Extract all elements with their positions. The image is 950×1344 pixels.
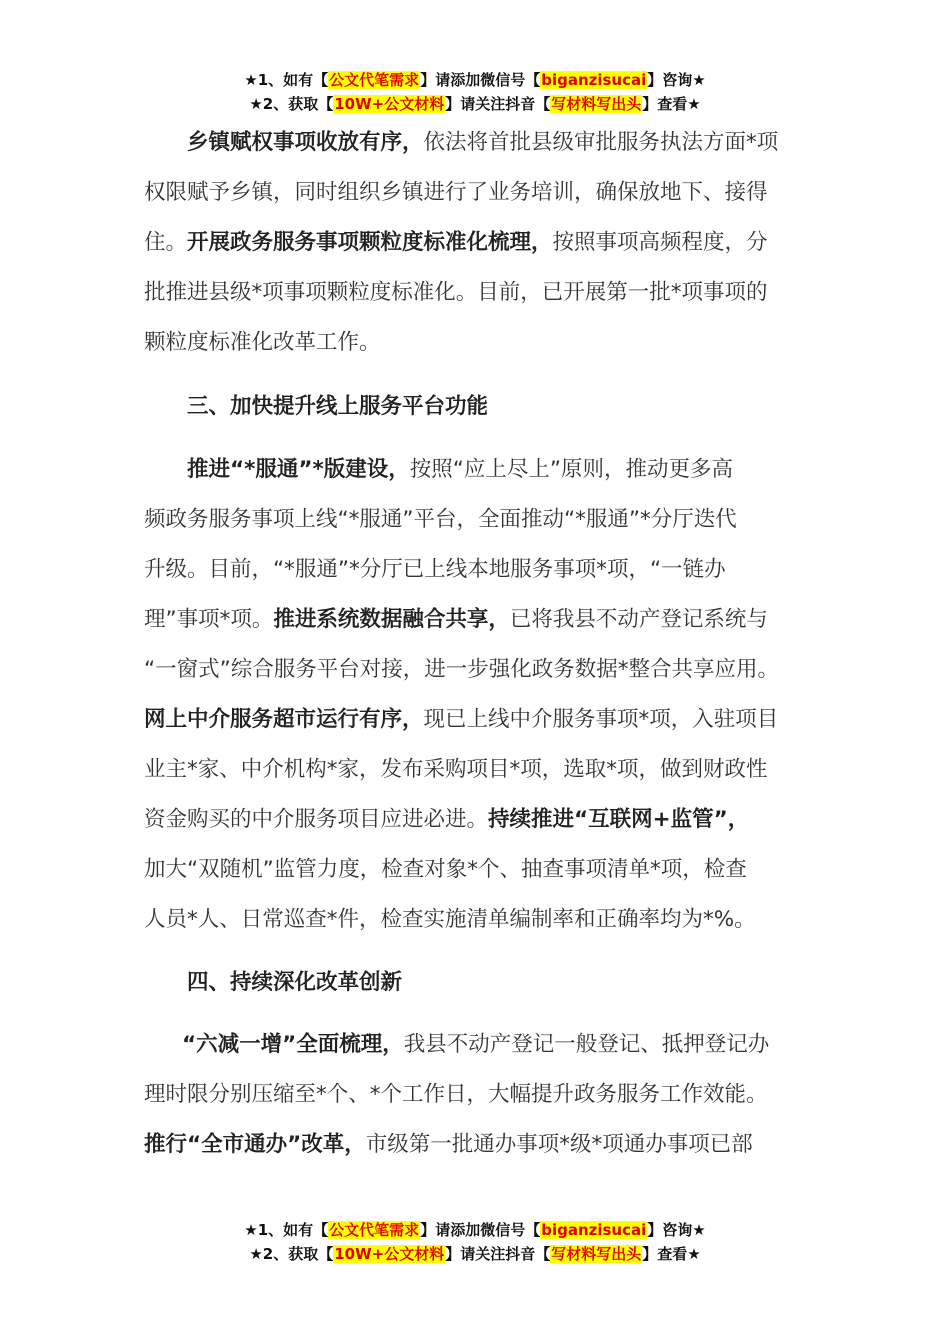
body-line: 颗粒度标准化改革工作。 — [144, 330, 381, 355]
body-line: “一窗式”综合服务平台对接，进一步强化政务数据*整合共享应用。 — [144, 657, 780, 682]
banner-line-1: ★1、如有【公文代笔需求】请添加微信号【biganzisucai】咨询★ — [244, 1221, 706, 1239]
body-line: 人员*人、日常巡查*件，检查实施清单编制率和正确率均为*%。 — [144, 907, 756, 932]
highlight-wechat-id: biganzisucai — [541, 71, 647, 89]
highlight-douyin: 写材料写出头 — [551, 1245, 642, 1263]
highlight-service: 公文代笔需求 — [329, 1221, 420, 1239]
highlight-douyin: 写材料写出头 — [551, 95, 642, 113]
body-line: 频政务服务事项上线“*服通”平台，全面推动“*服通”*分厅迭代 — [144, 507, 737, 532]
banner-line-1: ★1、如有【公文代笔需求】请添加微信号【biganzisucai】咨询★ — [244, 71, 706, 89]
highlight-materials: 10W+公文材料 — [334, 95, 445, 113]
header-banner — [0, 68, 950, 116]
body-line: 权限赋予乡镇，同时组织乡镇进行了业务培训，确保放地下、接得 — [144, 180, 768, 205]
banner-line-2: ★2、获取【10W+公文材料】请关注抖音【写材料写出头】查看★ — [249, 1245, 701, 1263]
body-line: 乡镇赋权事项收放有序，依法将首批县级审批服务执法方面*项 — [187, 130, 779, 155]
body-line: 升级。目前，“*服通”*分厅已上线本地服务事项*项，“一链办 — [144, 557, 726, 582]
body-line: 推进“*服通”*版建设，按照“应上尽上”原则，推动更多高 — [187, 457, 734, 482]
body-line: “六减一增”全面梳理，我县不动产登记一般登记、抵押登记办 — [182, 1032, 770, 1057]
body-line: 加大“双随机”监管力度，检查对象*个、抽查事项清单*项，检查 — [144, 857, 747, 882]
body-line: 网上中介服务超市运行有序，现已上线中介服务事项*项，入驻项目 — [144, 707, 779, 732]
highlight-materials: 10W+公文材料 — [334, 1245, 445, 1263]
highlight-service: 公文代笔需求 — [329, 71, 420, 89]
section-heading: 三、加快提升线上服务平台功能 — [187, 394, 489, 419]
body-line: 业主*家、中介机构*家，发布采购项目*项，选取*项，做到财政性 — [144, 757, 768, 782]
body-line: 理”事项*项。推进系统数据融合共享，已将我县不动产登记系统与 — [144, 607, 768, 632]
footer-banner — [0, 1218, 950, 1266]
highlight-wechat-id: biganzisucai — [541, 1221, 647, 1239]
body-line: 理时限分别压缩至*个、*个工作日，大幅提升政务服务工作效能。 — [144, 1082, 768, 1107]
body-line: 住。开展政务服务事项颗粒度标准化梳理，按照事项高频程度，分 — [144, 230, 768, 255]
body-line: 推行“全市通办”改革，市级第一批通办事项*级*项通办事项已部 — [144, 1132, 753, 1157]
body-line: 批推进县级*项事项颗粒度标准化。目前，已开展第一批*项事项的 — [144, 280, 768, 305]
banner-line-2: ★2、获取【10W+公文材料】请关注抖音【写材料写出头】查看★ — [249, 95, 701, 113]
section-heading: 四、持续深化改革创新 — [187, 970, 403, 995]
body-line: 资金购买的中介服务项目应进必进。持续推进“互联网+监管”， — [144, 807, 750, 832]
